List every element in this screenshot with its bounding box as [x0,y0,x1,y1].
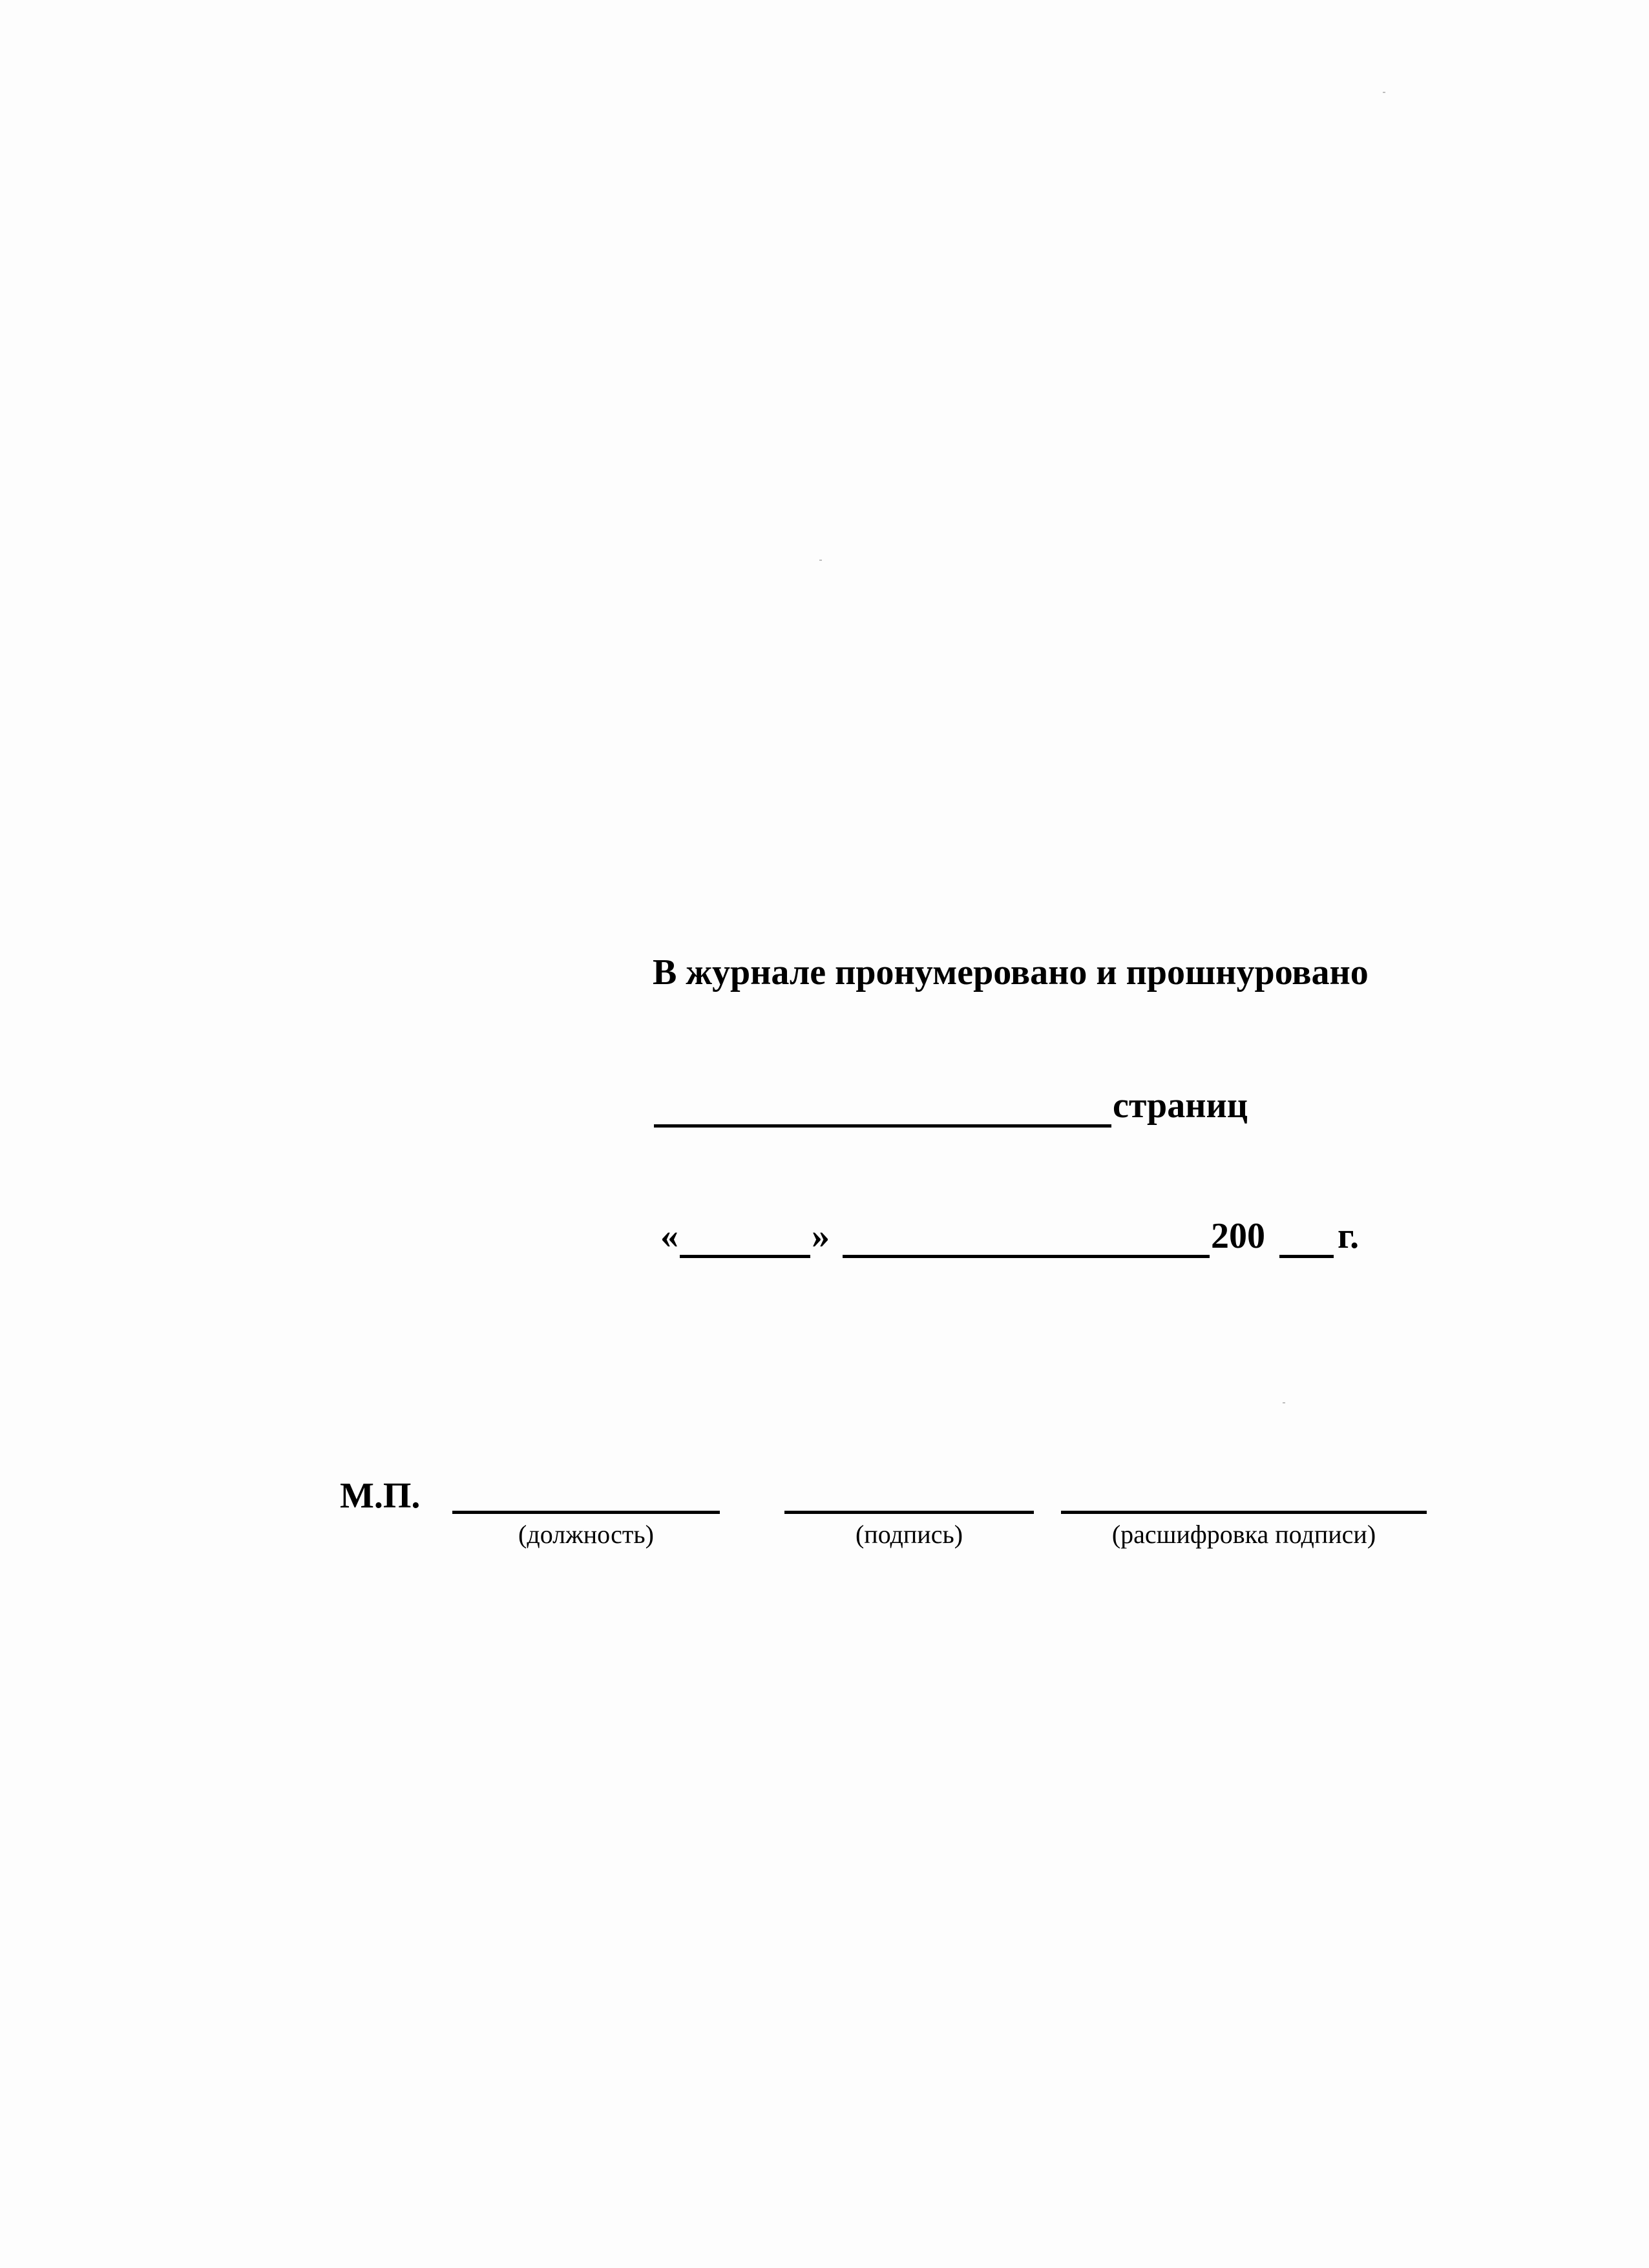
journal-heading: В журнале пронумеровано и прошнуровано [653,952,1369,992]
scan-speck [819,560,822,561]
position-caption: (должность) [518,1520,654,1549]
pages-suffix: страниц [1113,1086,1248,1126]
day-line [680,1255,810,1258]
year-line [1279,1255,1334,1258]
month-line [843,1255,1210,1258]
pages-count-line [654,1124,1111,1128]
year-suffix: г. [1338,1216,1360,1256]
signature-caption: (подпись) [855,1520,963,1549]
date-close-quote: » [812,1216,830,1256]
signature-line [784,1511,1034,1514]
date-open-quote: « [660,1216,678,1256]
scan-speck [1283,1402,1285,1403]
seal-label: М.П. [340,1476,421,1516]
year-prefix: 200 [1211,1216,1265,1256]
name-line [1061,1511,1427,1514]
position-line [452,1511,720,1514]
scan-speck [1383,92,1385,93]
name-caption: (расшифровка подписи) [1111,1520,1376,1549]
